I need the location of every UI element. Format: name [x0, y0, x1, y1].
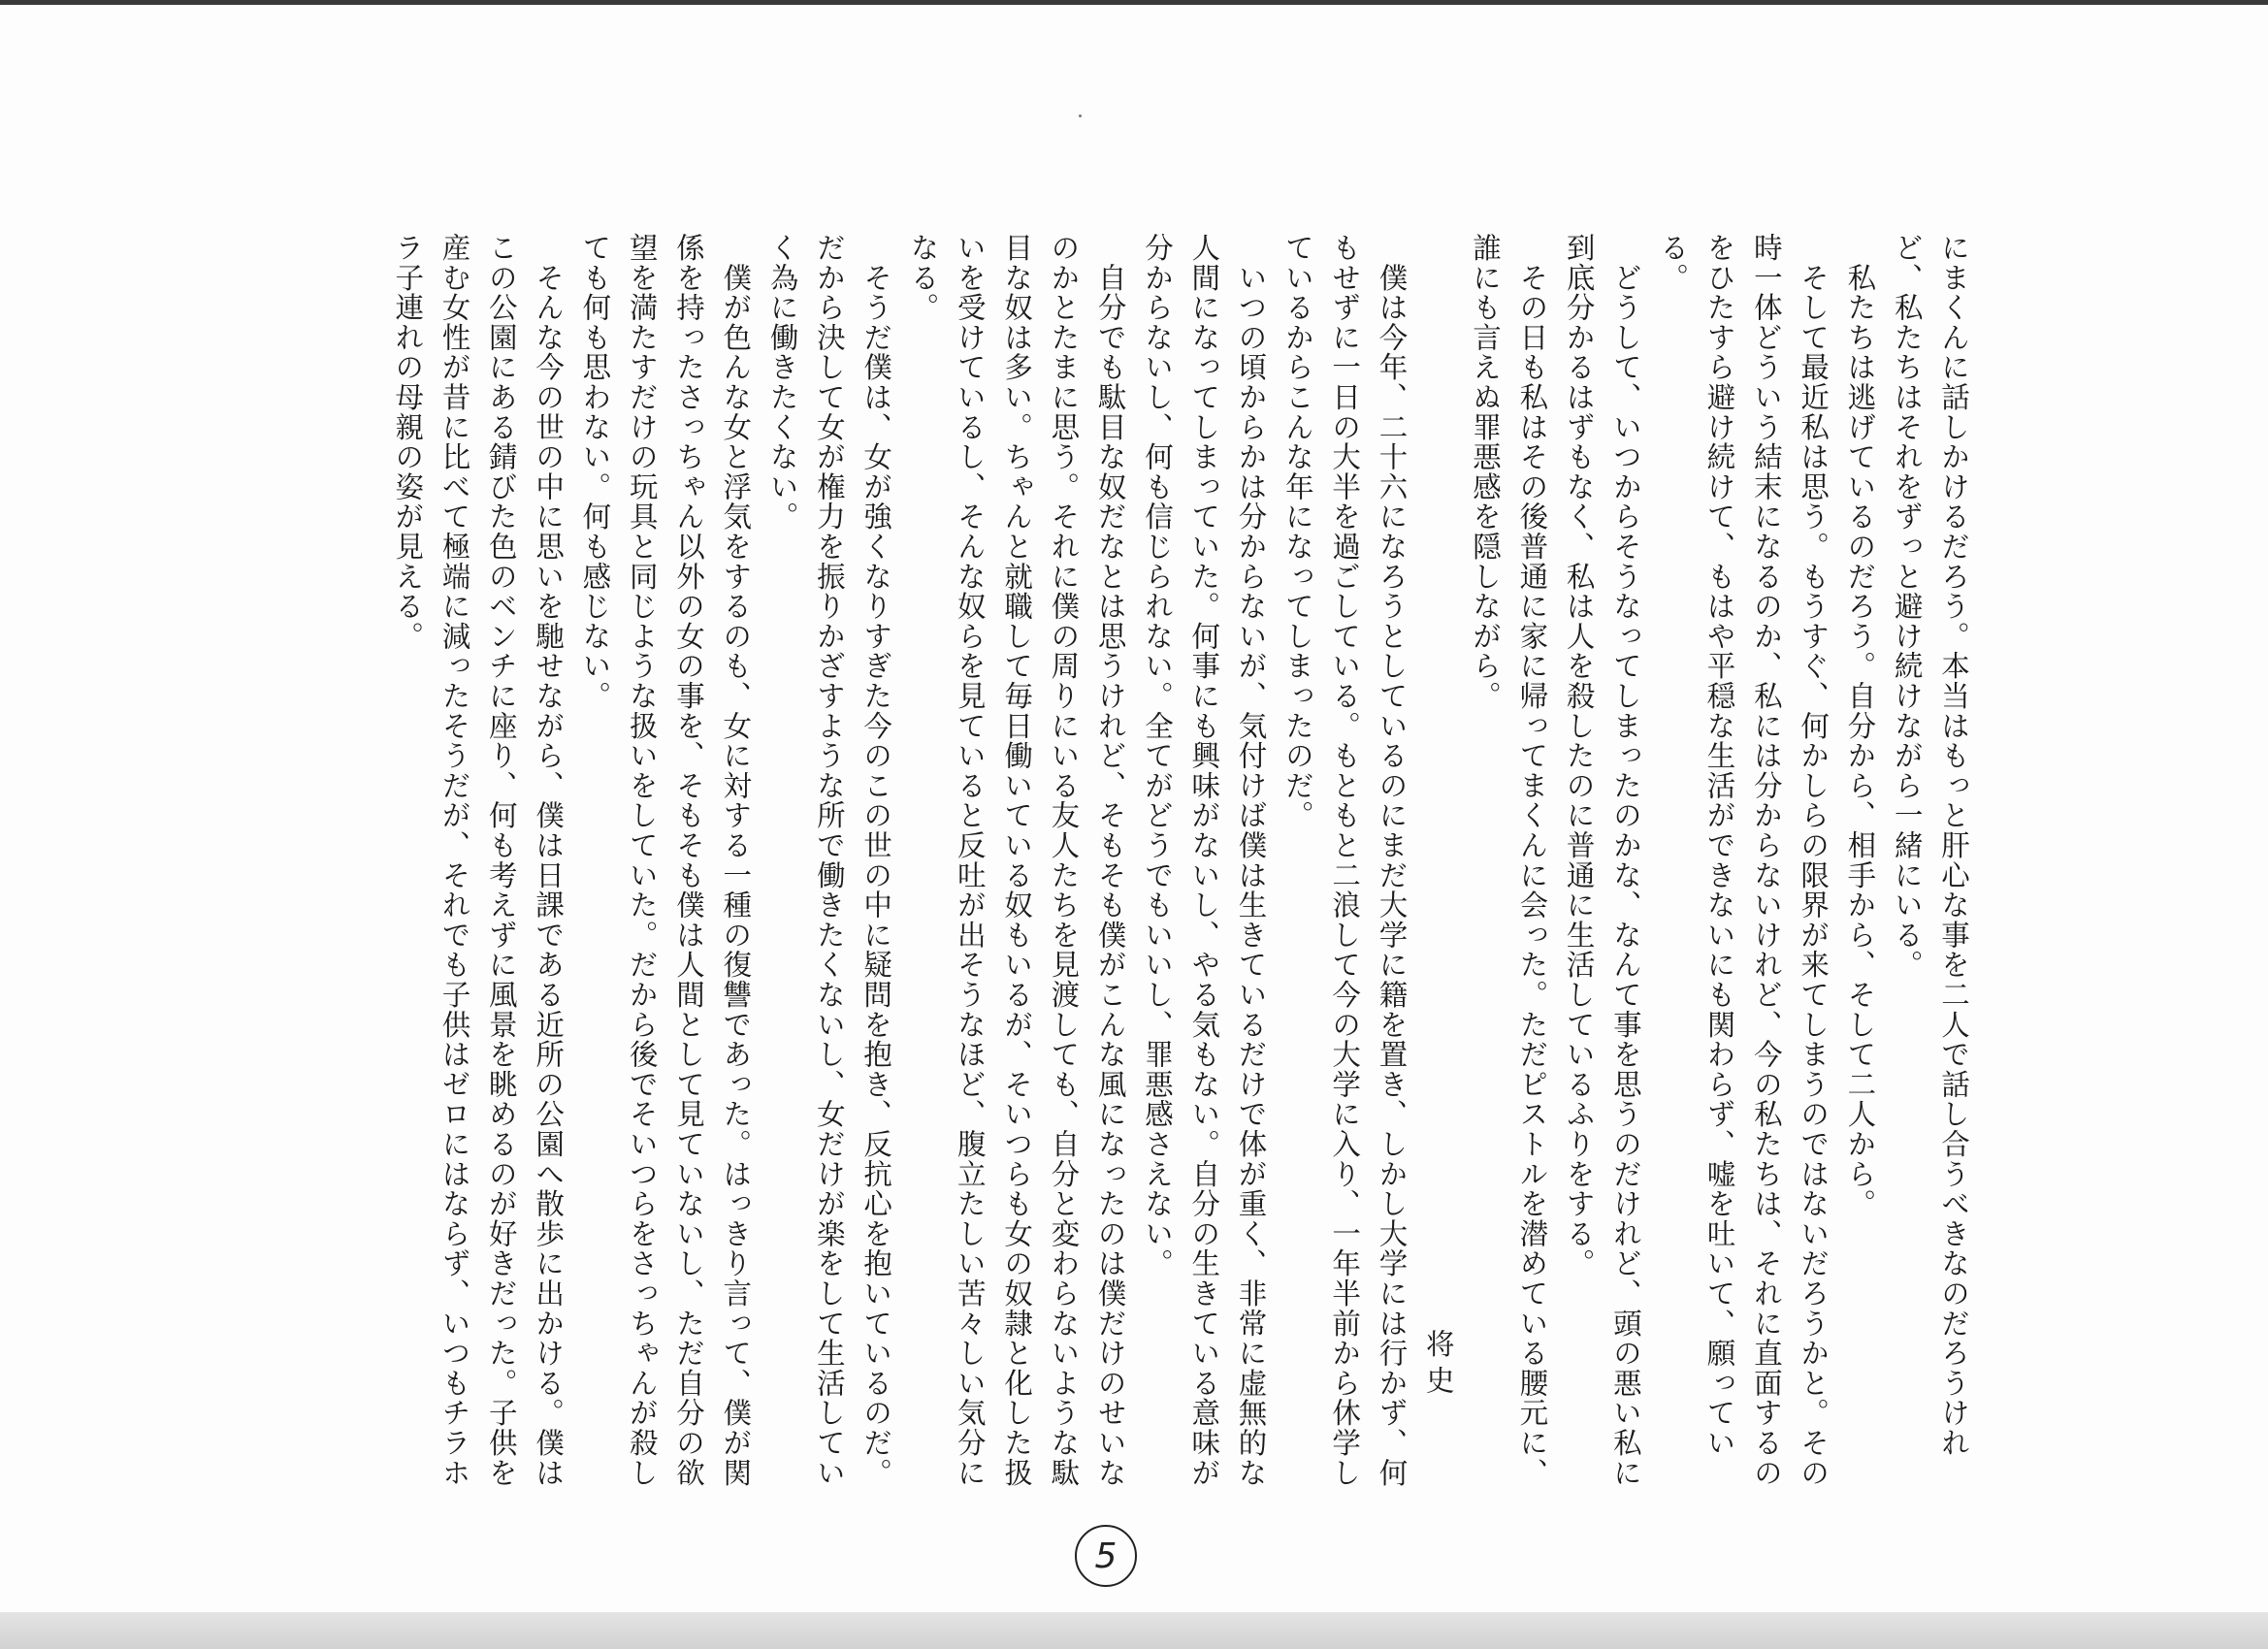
- paragraph: 私たちは逃げているのだろう。自分から、相手から、そして二人から。: [1843, 233, 1877, 1219]
- section-author-heading: 将史: [1421, 1329, 1455, 1402]
- scan-speck: [1079, 114, 1082, 117]
- paragraph: そんな今の世の中に思いを馳せながら、僕は日課である近所の公園へ散歩に出かける。僕はこの公園にある錆びた色のベンチに座り、何も考えずに風景を眺めるのが好きだった。子供を産む女性が昔に比べて極端に減ったそうだが、それでも子供はゼロにはならず、いつもチラホラ子連れの母親の姿が見える。: [391, 233, 566, 1488]
- scan-bottom-edge: [0, 1612, 2268, 1649]
- paragraph: どうして、いつからそうなってしまったのかな、なんて事を思うのだけれど、頭の悪い私に到底分かるはずもなく、私は人を殺したのに普通に生活しているふりをする。: [1562, 233, 1642, 1488]
- paragraph: 自分でも駄目な奴だなとは思うけれど、そもそも僕がこんな風になったのは僕だけのせいなのかとたまに思う。それに僕の周りにいる友人たちを見渡しても、自分と変わらないような駄目な奴は多い。ちゃんと就職して毎日働いている奴もいるが、そいつらも女の奴隷と化した扱いを受けているし、そんな奴らを見ていると反吐が出そうなほど、腹立たしい苦々しい気分になる。: [906, 233, 1127, 1488]
- paragraph: いつの頃からかは分からないが、気付けば僕は生きているだけで体が重く、非常に虚無的な人間になってしまっていた。何事にも興味がないし、やる気もない。自分の生きている意味が分からないし、何も信じられない。全てがどうでもいいし、罪悪感さえない。: [1140, 233, 1268, 1488]
- paragraph: その日も私はその後普通に家に帰ってまくんに会った。ただピストルを潜めている腰元に、誰にも言えぬ罪悪感を隠しながら。: [1469, 233, 1549, 1488]
- paragraph: そして最近私は思う。もうすぐ、何かしらの限界が来てしまうのではないだろうかと。その時一体どういう結末になるのか、私には分からないけれど、今の私たちは、それに直面するのをひたすら避け続けて、もはや平穏な生活ができないにも関わらず、嘘を吐いて、願っている。: [1656, 233, 1831, 1488]
- paragraph: 僕は今年、二十六になろうとしているのにまだ大学に籍を置き、しかし大学には行かず、何もせずに一日の大半を過ごしている。もともと二浪して今の大学に入り、一年半前から休学しているからこんな年になってしまったのだ。: [1280, 233, 1409, 1488]
- paragraph: そうだ僕は、女が強くなりすぎた今のこの世の中に疑問を抱き、反抗心を抱いているのだ。だから決して女が権力を振りかざすような所で働きたくないし、女だけが楽をして生活していく為に働きたくない。: [765, 233, 893, 1488]
- scan-top-edge: [0, 0, 2268, 5]
- paragraph: 僕が色んな女と浮気をするのも、女に対する一種の復讐であった。はっきり言って、僕が関係を持ったさっちゃん以外の女の事を、そもそも僕は人間として見ていないし、ただ自分の欲望を満たすだけの玩具と同じような扱いをしていた。だから後でそいつらをさっちゃんが殺しても何も思わない。何も感じない。: [578, 233, 753, 1488]
- page-number: 5: [1075, 1525, 1137, 1587]
- vertical-text-body: [250, 233, 1977, 1513]
- paragraph: にまくんに話しかけるだろう。本当はもっと肝心な事を二人で話し合うべきなのだろうけれど、私たちはそれをずっと避け続けながら一緒にいる。: [1890, 233, 1970, 1458]
